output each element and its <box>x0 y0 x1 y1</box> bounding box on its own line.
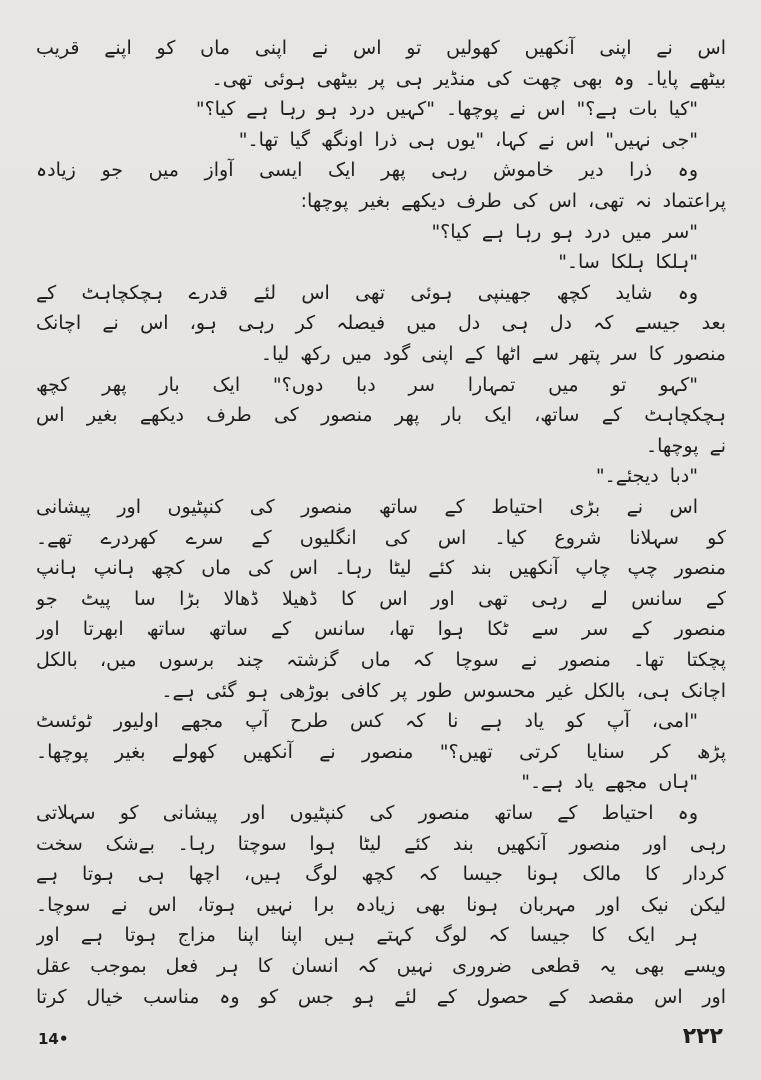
text-line: اس نے اپنی آنکھیں کھولیں تو اس نے اپنی ماں کو اپنے قریب <box>36 37 726 59</box>
text-line: پچکتا تھا۔ منصور نے سوچا کہ ماں گزشتہ چند برسوں میں، بالکل <box>36 649 726 671</box>
text-line: کے سانس لے رہی تھی اور اس کا ڈھیلا ڈھالا بڑا سا پیٹ جو <box>36 587 726 610</box>
text-line: بعد جیسے کہ دل ہی دل میں فیصلہ کر رہی ہو، اس نے اچانک <box>36 312 726 335</box>
text-line: "جی نہیں" اس نے کہا، "یوں ہی ذرا اونگھ گیا تھا۔" <box>238 128 698 151</box>
text-line: کردار کا مالک ہونا جیسا کہ کچھ لوگ ہیں، اچھا ہی ہوتا ہے <box>36 863 726 886</box>
text-line: رہی اور منصور آنکھیں بند کئے لیٹا ہوا سوچتا رہا۔ بےشک سخت <box>36 832 726 855</box>
text-line: وہ ذرا دیر خاموش رہی پھر ایک ایسی آواز میں جو زیادہ <box>36 159 698 182</box>
text-line: "دبا دیجئے۔" <box>595 465 698 488</box>
text-line: پراعتماد نہ تھی، اس کی طرف دیکھے بغیر پوچھا: <box>300 190 726 212</box>
text-line: منصور کے سر سے ٹکا ہوا تھا، سانس کے ساتھ ساتھ ابھرتا اور <box>36 618 726 641</box>
footer-signature-mark: 14• <box>38 1030 69 1048</box>
text-line: "امی، آپ کو یاد ہے نا کہ کس طرح آپ مجھے اولیور ٹوئسٹ <box>36 710 698 733</box>
text-line: ویسے بھی یہ قطعی ضروری نہیں کہ انسان کا ہر فعل بموجب عقل <box>36 955 726 977</box>
text-line: "ہاں مجھے یاد ہے۔" <box>521 771 698 794</box>
text-line: کو سہلانا شروع کیا۔ اس کی انگلیوں کے سرے کھردرے تھے۔ <box>36 526 726 549</box>
text-line: بیٹھے پایا۔ وہ بھی چھت کی منڈیر ہی پر بیٹھی ہوئی تھی۔ <box>211 67 726 90</box>
text-line: اس نے بڑی احتیاط کے ساتھ منصور کی کنپٹیوں اور پیشانی <box>36 496 698 518</box>
text-line: اچانک ہی، بالکل غیر محسوس طور پر کافی بوڑھی ہو گئی ہے۔ <box>161 679 726 702</box>
text-line: نے پوچھا۔ <box>646 434 726 457</box>
text-line: وہ شاید کچھ جھینپی ہوئی تھی اس لئے قدرے ہچکچاہٹ کے <box>36 281 698 304</box>
text-line: لیکن نیک اور مہربان ہونا بھی زیادہ برا نہیں ہوتا، اس نے سوچا۔ <box>36 893 726 916</box>
text-line: منصور کا سر پتھر سے اٹھا کے اپنی گود میں رکھ لیا۔ <box>260 343 726 365</box>
text-line: ہر ایک کا جیسا کہ لوگ کہتے ہیں اپنا اپنا مزاج ہوتا ہے اور <box>36 924 698 947</box>
text-line: "ہلکا ہلکا سا۔" <box>558 251 698 274</box>
page-number: ۲۲۲ <box>682 1024 723 1049</box>
text-line: "کہو تو میں تمہارا سر دبا دوں؟" ایک بار پھر کچھ <box>36 373 698 396</box>
text-line: پڑھ کر سنایا کرتی تھیں؟" منصور نے آنکھیں کھولے بغیر پوچھا۔ <box>36 740 726 763</box>
text-line: اور اس مقصد کے حصول کے لئے ہو جس کو وہ مناسب خیال کرتا <box>36 985 726 1008</box>
text-line: "کیا بات ہے؟" اس نے پوچھا۔ "کہیں درد ہو رہا ہے کیا؟" <box>195 98 698 121</box>
text-line: "سر میں درد ہو رہا ہے کیا؟" <box>431 220 698 243</box>
text-line: وہ احتیاط کے ساتھ منصور کی کنپٹیوں اور پیشانی کو سہلاتی <box>36 802 698 824</box>
text-line: منصور چپ چاپ آنکھیں بند کئے لیٹا رہا۔ اس کی ماں کچھ ہانپ ہانپ <box>36 557 726 580</box>
text-line: ہچکچاہٹ کے ساتھ، ایک بار پھر منصور کی طرف دیکھے بغیر اس <box>36 404 726 427</box>
